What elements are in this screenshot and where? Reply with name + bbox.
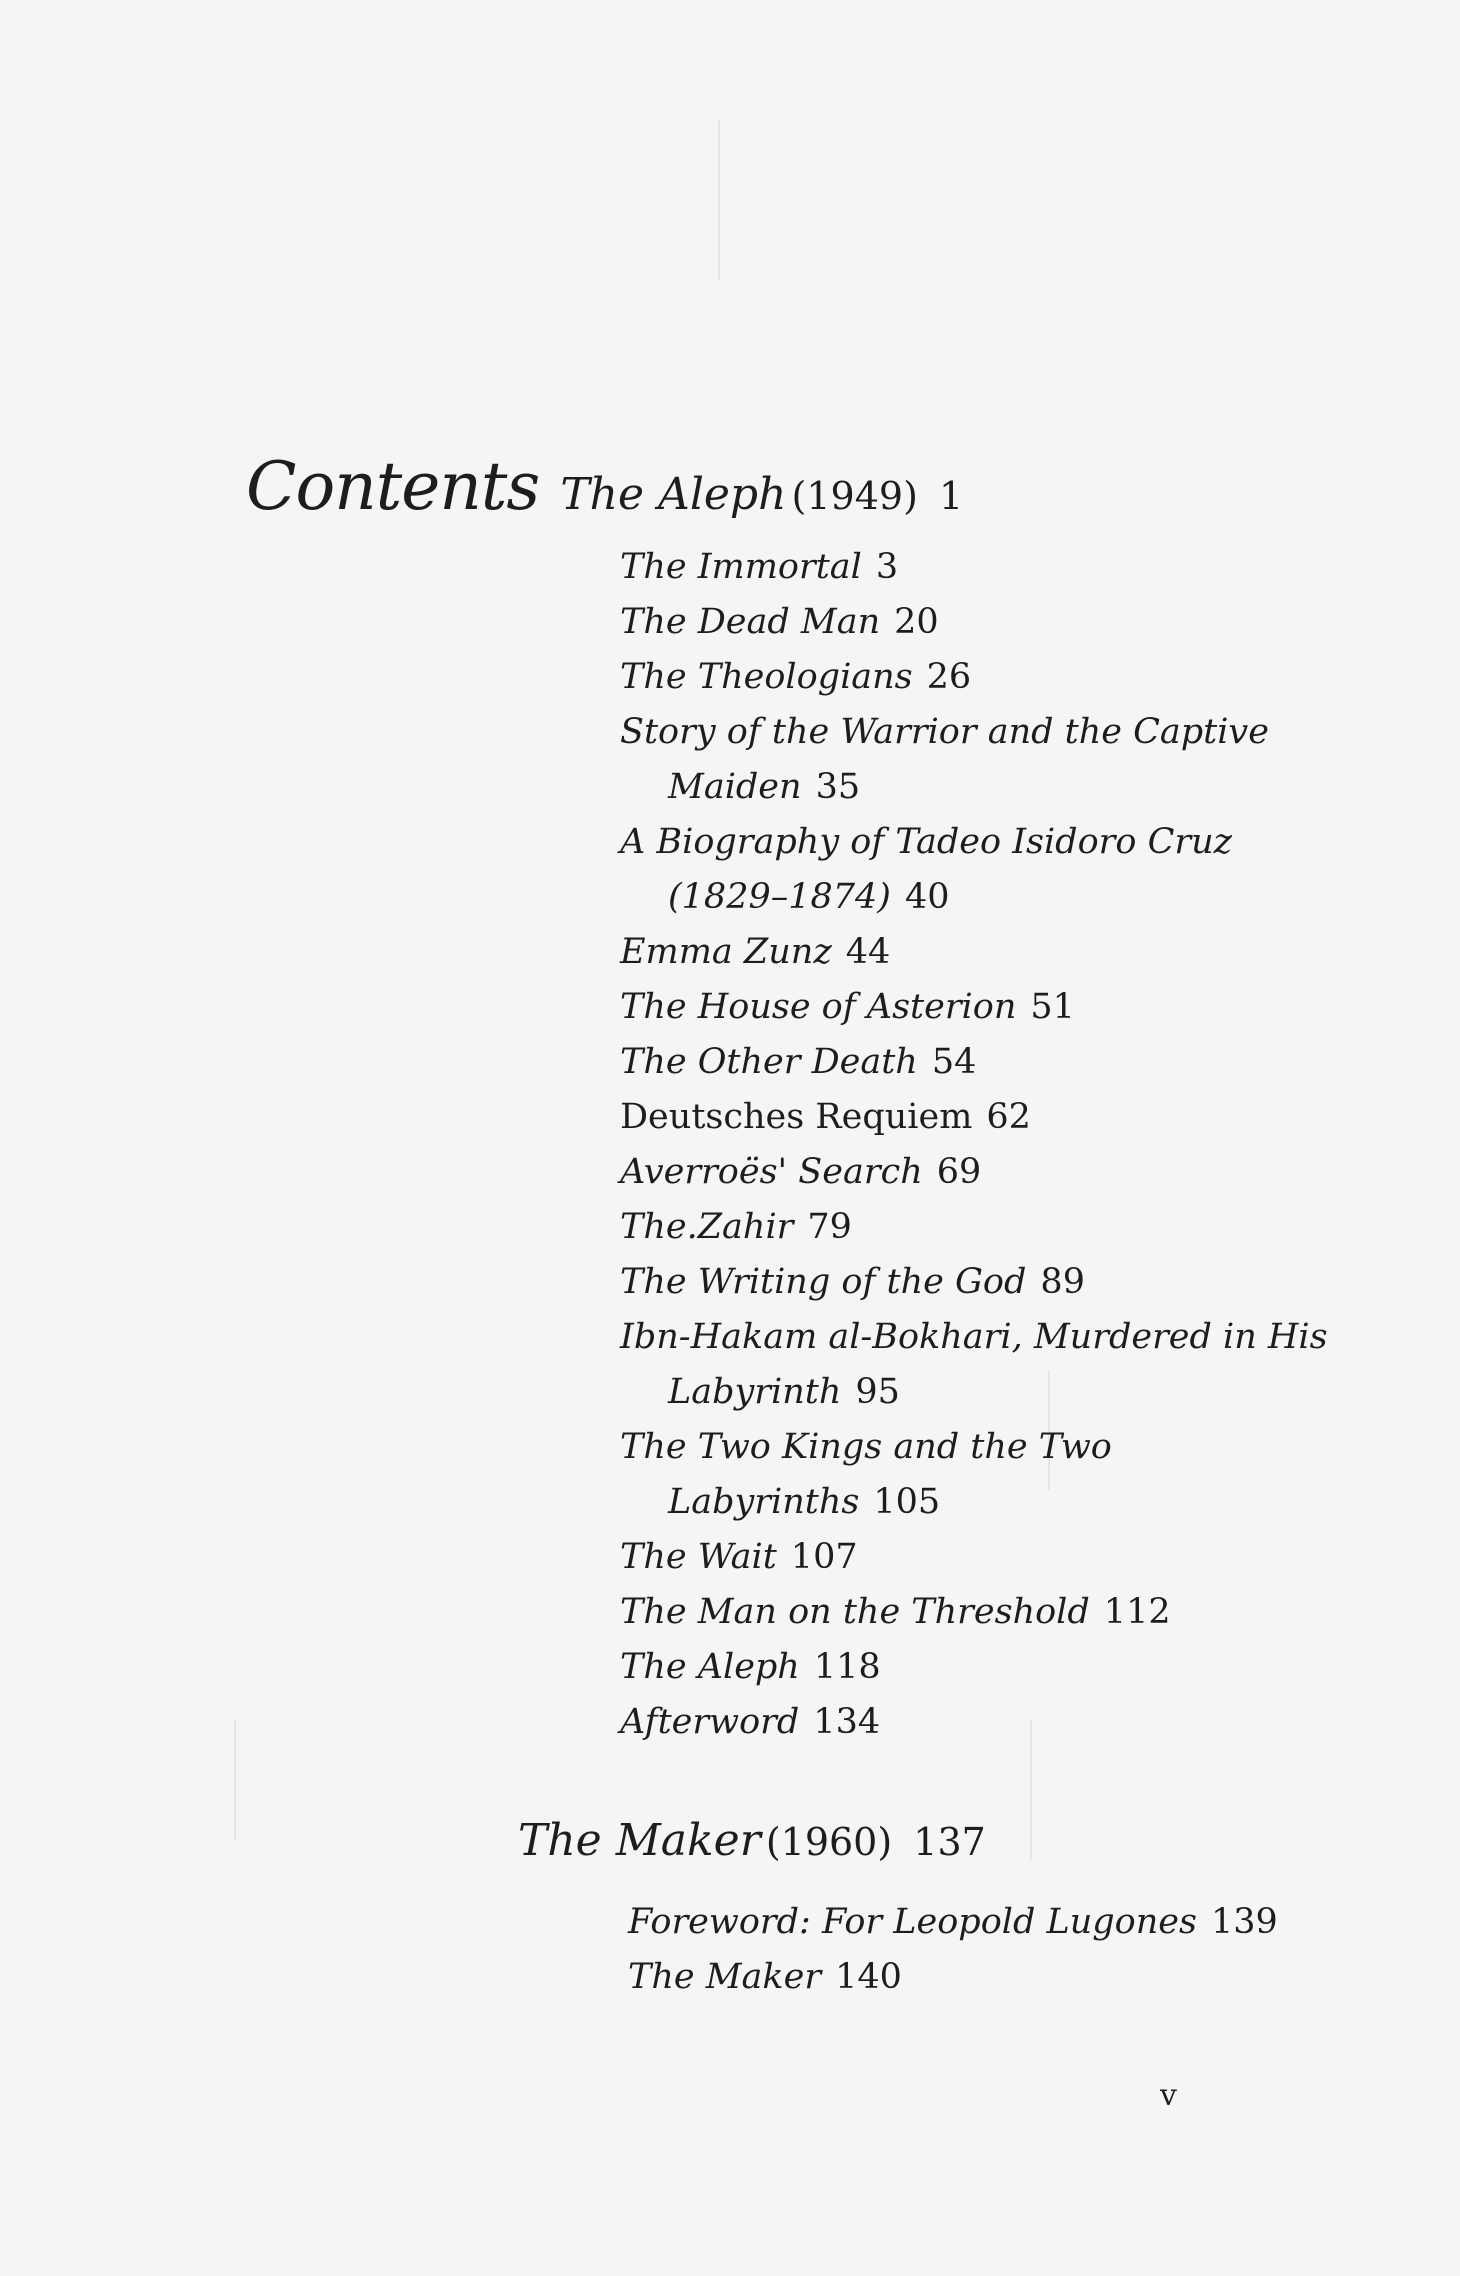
toc-entry-title: The House of Asterion (620, 987, 1017, 1027)
toc-entry-title-cont-text: Labyrinth (668, 1372, 842, 1412)
toc-entry-page: 54 (931, 1042, 977, 1082)
toc-entry-title-cont-text: (1829–1874) (668, 877, 891, 917)
toc-entry (620, 1585, 1420, 1640)
toc-entry-title: The Aleph (620, 1647, 800, 1687)
scan-mark (718, 120, 720, 280)
toc-entry-title: The Wait (620, 1537, 777, 1577)
toc-entry (620, 1255, 1420, 1310)
scan-mark (234, 1720, 236, 1840)
toc-entry-page: 95 (855, 1372, 900, 1412)
toc-entry-title: Emma Zunz (620, 932, 832, 972)
toc-entry-title: The Other Death (620, 1042, 918, 1082)
toc-entry (620, 925, 1420, 980)
book2-year: (1960) (765, 1820, 893, 1864)
toc-entry-page: 62 (986, 1097, 1031, 1137)
toc-entry (620, 650, 1420, 705)
toc-entry-title: The Man on the Threshold (620, 1592, 1090, 1632)
toc-entry (620, 540, 1420, 595)
toc-entry-title: Ibn-Hakam al-Bokhari, Murdered in His (620, 1317, 1328, 1357)
toc-entry (620, 1310, 1420, 1420)
toc-entry-page: 140 (835, 1957, 902, 1997)
toc-entry-title-continued (620, 870, 1420, 925)
toc-entry (620, 980, 1420, 1035)
toc-entry-page: 105 (873, 1482, 941, 1522)
toc-entry-title: A Biography of Tadeo Isidoro Cruz (620, 822, 1233, 862)
toc-entry (620, 815, 1420, 925)
toc-entry (620, 1090, 1420, 1145)
toc-entry-title: The.Zahir (620, 1207, 794, 1247)
toc-entry-title: The Writing of the God (620, 1262, 1027, 1302)
toc-entry (628, 1895, 1428, 1950)
toc-entry-page: 139 (1210, 1902, 1278, 1942)
toc-entry-title: The Immortal (620, 547, 862, 587)
toc-entry (620, 705, 1420, 815)
toc-entry (620, 1530, 1420, 1585)
book1-year: (1949) (791, 474, 918, 518)
toc-entry-page: 79 (807, 1207, 852, 1247)
toc-entry (628, 1950, 1428, 2005)
toc-entry-page: 118 (813, 1647, 881, 1687)
toc-entry (620, 1420, 1420, 1530)
toc-entry (620, 1145, 1420, 1200)
toc-entry (620, 1200, 1420, 1255)
book2-page: 137 (913, 1820, 986, 1864)
toc-entry-title-cont-text: Maiden (668, 767, 802, 807)
toc-entry-title: The Theologians (620, 657, 913, 697)
toc-entry (620, 1035, 1420, 1090)
book1-entry-list (620, 540, 1420, 1750)
toc-entry-page: 20 (894, 602, 939, 642)
book2-heading (518, 1815, 986, 1866)
toc-entry-title: Averroës' Search (620, 1152, 923, 1192)
toc-entry-page: 89 (1040, 1262, 1085, 1302)
book2-entry-list (628, 1895, 1428, 2005)
toc-entry-title: Afterword (620, 1702, 800, 1742)
toc-entry-page: 35 (815, 767, 861, 807)
toc-entry-title-continued (620, 760, 1420, 815)
toc-entry-page: 44 (845, 932, 891, 972)
toc-entry-page: 134 (813, 1702, 881, 1742)
book1-page: 1 (938, 474, 964, 518)
toc-entry-title: Story of the Warrior and the Captive (620, 712, 1269, 752)
toc-entry-title: The Two Kings and the Two (620, 1427, 1112, 1467)
book1-title: The Aleph (560, 469, 787, 520)
toc-entry-page: 51 (1030, 987, 1075, 1027)
toc-entry (620, 1695, 1420, 1750)
toc-entry-page: 40 (904, 877, 950, 917)
toc-entry-page: 69 (936, 1152, 982, 1192)
toc-entry-title-continued (620, 1365, 1420, 1420)
toc-entry-page: 107 (790, 1537, 858, 1577)
toc-entry-page: 112 (1103, 1592, 1171, 1632)
toc-entry (620, 1640, 1420, 1695)
book2-title: The Maker (518, 1815, 761, 1866)
page-number: v (1160, 2078, 1177, 2113)
toc-entry (620, 595, 1420, 650)
toc-entry-title-cont-text: Labyrinths (668, 1482, 860, 1522)
toc-entry-page: 26 (926, 657, 972, 697)
contents-heading (246, 448, 963, 525)
toc-entry-title: Deutsches Requiem (620, 1097, 973, 1137)
toc-entry-page: 3 (875, 547, 899, 587)
toc-entry-title: Foreword: For Leopold Lugones (628, 1902, 1197, 1942)
toc-entry-title: The Maker (628, 1957, 822, 1997)
contents-label: Contents (246, 448, 540, 525)
toc-entry-title-continued (620, 1475, 1420, 1530)
toc-entry-title: The Dead Man (620, 602, 881, 642)
